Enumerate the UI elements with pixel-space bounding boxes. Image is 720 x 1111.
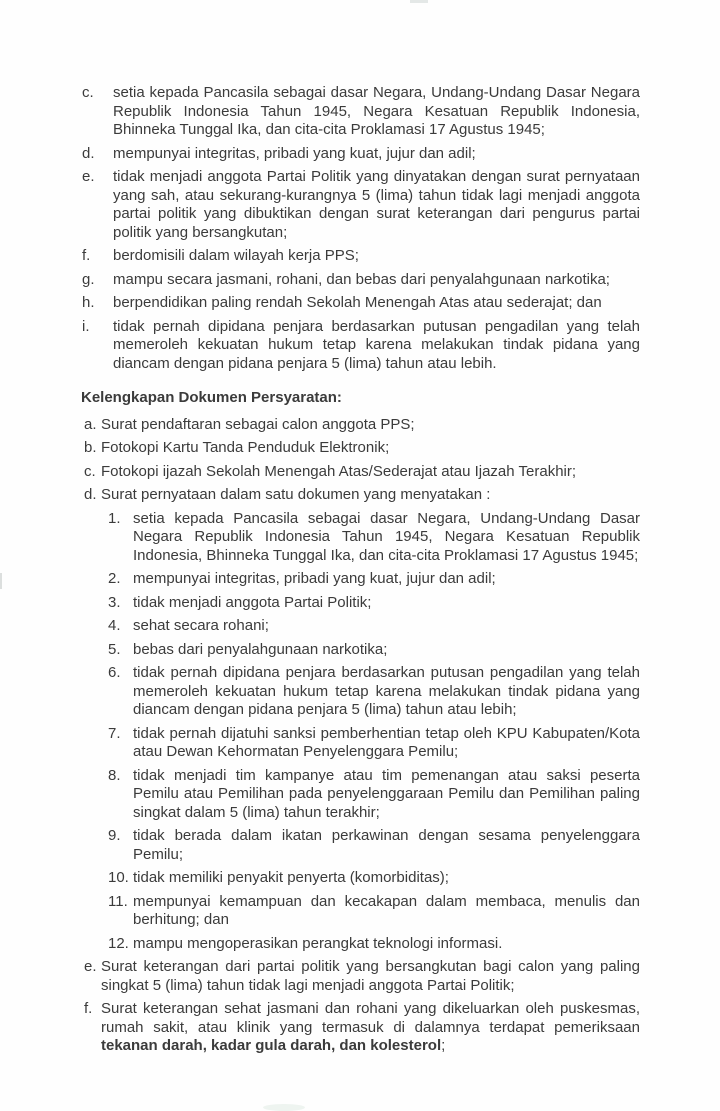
sublist-item-text: tidak pernah dijatuhi sanksi pemberhentian tetap oleh KPU Kabupaten/Kota atau Dewan Kehormatan Penyelenggara Pemilu;: [133, 724, 640, 760]
list-item-marker: a.: [84, 415, 97, 433]
list-item-text: berpendidikan paling rendah Sekolah Menengah Atas atau sederajat; dan: [113, 294, 602, 311]
list-item-text: Surat pernyataan dalam satu dokumen yang menyatakan :: [101, 486, 491, 503]
list-item: [82, 84, 640, 140]
sublist-item-marker: 5.: [108, 640, 121, 658]
list-item-marker: c.: [82, 84, 94, 101]
list-item-text: Surat pendaftaran sebagai calon anggota PPS;: [101, 415, 415, 433]
list-item-marker: h.: [82, 294, 95, 311]
scan-artifact: [0, 573, 2, 589]
list-item-marker: g.: [82, 270, 95, 288]
sublist-item: [108, 725, 640, 762]
sublist-item-text: tidak menjadi tim kampanye atau tim pemenangan atau saksi peserta Pemilu atau Pemilihan pada penyelenggaraan Pemilu dan Pemilihan paling singkat dalam 5 (lima) tahun terakhir;: [133, 766, 640, 821]
list-item-text: Fotokopi ijazah Sekolah Menengah Atas/Sederajat atau Ijazah Terakhir;: [101, 462, 577, 480]
list-item-marker: e.: [84, 958, 97, 975]
list-item-text: tidak menjadi anggota Partai Politik yang dinyatakan dengan surat pernyataan yang sah, atau sekurang-kurangnya 5 (lima) tahun tidak lagi menjadi anggota partai politik yang dibuktikan dengan surat keterangan dari pengurus partai politik yang bersangkutan;: [113, 168, 640, 241]
list-item: [84, 416, 640, 435]
sublist-item: [108, 935, 640, 954]
sublist-item: [108, 510, 640, 566]
sublist-item-marker: 8.: [108, 766, 121, 784]
sublist-item-marker: 4.: [108, 617, 121, 634]
sublist-item-marker: 11.: [108, 892, 128, 910]
sublist-item: [108, 594, 640, 613]
list-item-marker: f.: [84, 1000, 93, 1017]
sublist-item-text: setia kepada Pancasila sebagai dasar Negara, Undang-Undang Dasar Negara Republik Indonesia Tahun 1945, Negara Kesatuan Republik Indonesia, Bhinneka Tunggal Ika, dan cita-cita Proklamasi 17 Agustus 1945;: [133, 509, 640, 564]
sublist-item-text: tidak menjadi anggota Partai Politik;: [133, 593, 372, 611]
sublist-item-marker: 7.: [108, 724, 121, 742]
list-item-marker: d.: [82, 144, 95, 162]
sublist-item-marker: 3.: [108, 593, 121, 611]
sublist-item-text: mempunyai integritas, pribadi yang kuat, jujur dan adil;: [133, 570, 496, 587]
sublist-item-marker: 10.: [108, 869, 129, 886]
list-item: [82, 271, 640, 290]
sublist-item-marker: 9.: [108, 827, 121, 844]
list-item-marker: c.: [84, 462, 96, 480]
sublist-item-marker: 12.: [108, 934, 129, 952]
sublist-item-text: tidak memiliki penyakit penyerta (komorbiditas);: [133, 869, 449, 886]
sublist-item-marker: 1.: [108, 509, 121, 527]
sublist-item: [108, 827, 640, 864]
list-item-text-suffix: ;: [441, 1037, 446, 1054]
section-heading: Kelengkapan Dokumen Persyaratan:: [81, 389, 342, 406]
list-item-text-bold: tekanan darah, kadar gula darah, dan kolesterol: [101, 1037, 442, 1054]
list-item-marker: e.: [82, 168, 95, 185]
list-item-marker: b.: [84, 439, 97, 456]
sublist-item: [108, 641, 640, 660]
sublist-item-text: tidak pernah dipidana penjara berdasarkan putusan pengadilan yang telah memeroleh kekuatan hukum tetap karena melakukan tindak pidana yang diancam dengan pidana penjara 5 (lima) tahun atau lebih;: [133, 664, 640, 718]
sublist-item-text: sehat secara rohani;: [133, 617, 269, 634]
list-item: [84, 486, 640, 505]
list-item-text-prefix: Surat keterangan sehat jasmani dan rohani yang dikeluarkan oleh puskesmas, rumah sakit, atau klinik yang termasuk di dalamnya terdapat pemeriksaan: [101, 1000, 640, 1036]
list-item-marker: d.: [84, 486, 97, 503]
sublist-item-text: bebas dari penyalahgunaan narkotika;: [133, 640, 388, 658]
list-item-text: [101, 1000, 640, 1056]
list-item-text: mempunyai integritas, pribadi yang kuat, jujur dan adil;: [113, 144, 476, 162]
list-item-text: Fotokopi Kartu Tanda Penduduk Elektronik;: [101, 439, 390, 456]
sublist-item: [108, 893, 640, 930]
sublist-item: [108, 617, 640, 636]
list-item: [82, 145, 640, 164]
sublist-item: [108, 767, 640, 823]
scan-artifact: [410, 0, 428, 3]
sublist-item: [108, 570, 640, 589]
list-item-text: tidak pernah dipidana penjara berdasarkan putusan pengadilan yang telah memeroleh kekuatan hukum tetap karena melakukan tindak pidana yang diancam dengan pidana penjara 5 (lima) tahun atau lebih.: [113, 317, 640, 372]
sublist-item-text: tidak berada dalam ikatan perkawinan dengan sesama penyelenggara Pemilu;: [133, 827, 640, 863]
list-item-marker: f.: [82, 247, 91, 264]
sublist-item-marker: 6.: [108, 664, 121, 681]
list-item: [82, 168, 640, 242]
list-item: [82, 294, 640, 313]
sublist-item-text: mampu mengoperasikan perangkat teknologi informasi.: [133, 934, 503, 952]
list-item-text: setia kepada Pancasila sebagai dasar Negara, Undang-Undang Dasar Negara Republik Indonesia Tahun 1945, Negara Kesatuan Republik Indonesia, Bhinneka Tunggal Ika, dan cita-cita Proklamasi 17 Agustus 1945;: [113, 84, 640, 138]
document-content: [82, 84, 640, 1061]
sublist-item: [108, 869, 640, 888]
list-item: [84, 1000, 640, 1056]
sublist-item-text: mempunyai kemampuan dan kecakapan dalam membaca, menulis dan berhitung; dan: [133, 892, 640, 928]
sublist-item: [108, 664, 640, 720]
list-item-text: mampu secara jasmani, rohani, dan bebas dari penyalahgunaan narkotika;: [113, 270, 610, 288]
statement-sublist: [82, 510, 640, 954]
list-item-marker: i.: [82, 317, 90, 335]
list-item: [84, 439, 640, 458]
scan-artifact: [263, 1104, 305, 1111]
list-item: [84, 958, 640, 995]
list-item: [84, 463, 640, 482]
list-item: [82, 318, 640, 374]
list-item-text: berdomisili dalam wilayah kerja PPS;: [113, 247, 359, 264]
list-item: [82, 247, 640, 266]
sublist-item-marker: 2.: [108, 570, 121, 587]
list-item-text: Surat keterangan dari partai politik yang bersangkutan bagi calon yang paling singkat 5 (lima) tahun tidak lagi menjadi anggota Partai Politik;: [101, 958, 640, 994]
